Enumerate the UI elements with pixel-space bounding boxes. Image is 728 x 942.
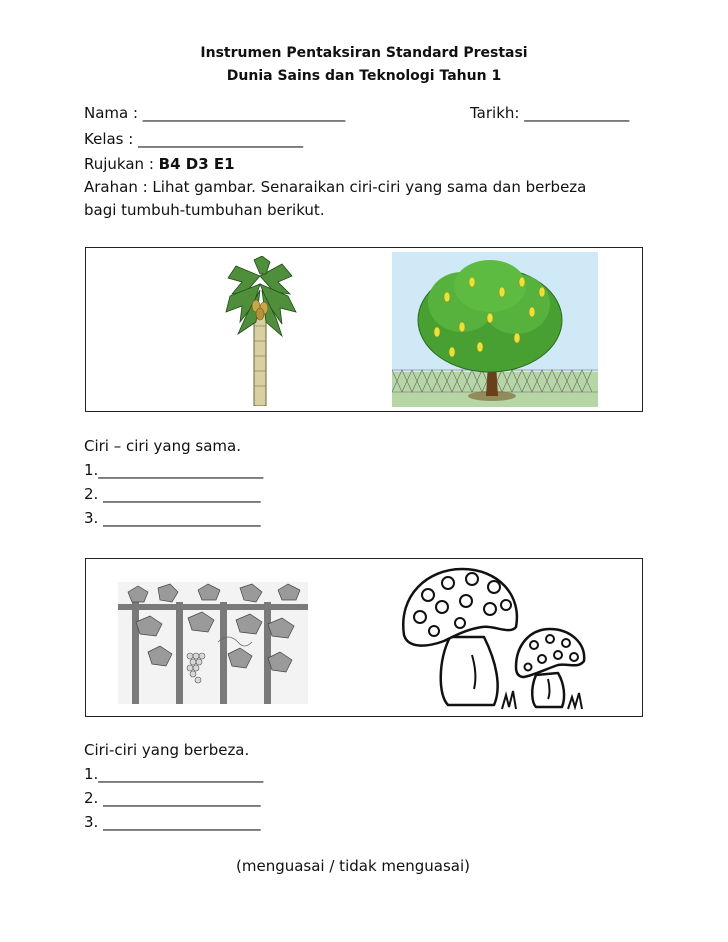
rujukan-line — [84, 155, 235, 173]
assessment-options: (menguasai / tidak menguasai) — [236, 857, 470, 875]
mushrooms-image — [398, 565, 598, 713]
grape-vine-image — [118, 582, 308, 704]
rujukan-label: Rujukan : — [84, 155, 159, 173]
arahan-line-1: Arahan : Lihat gambar. Senaraikan ciri-ciri yang sama dan berbeza — [84, 178, 587, 196]
nama-field: Nama : ___________________________ — [84, 104, 346, 122]
same-line-3: 3. _____________________ — [84, 509, 261, 527]
diff-line-1: 1.______________________ — [84, 765, 264, 783]
rujukan-code: B4 D3 E1 — [158, 155, 235, 173]
diff-line-2: 2. _____________________ — [84, 789, 261, 807]
mango-tree-image — [392, 252, 598, 407]
same-line-1: 1.______________________ — [84, 461, 264, 479]
kelas-field: Kelas : ______________________ — [84, 130, 304, 148]
picture-box-1 — [85, 247, 643, 412]
tarikh-field: Tarikh: ______________ — [470, 104, 630, 122]
diff-line-3: 3. _____________________ — [84, 813, 261, 831]
title-line-2: Dunia Sains dan Teknologi Tahun 1 — [226, 68, 502, 84]
same-line-2: 2. _____________________ — [84, 485, 261, 503]
same-heading: Ciri – ciri yang sama. — [84, 437, 241, 455]
diff-heading: Ciri-ciri yang berbeza. — [84, 741, 250, 759]
arahan-line-2: bagi tumbuh-tumbuhan berikut. — [84, 201, 325, 219]
title-line-1: Instrumen Pentaksiran Standard Prestasi — [200, 45, 528, 61]
papaya-tree-image — [216, 256, 306, 406]
picture-box-2 — [85, 558, 643, 717]
